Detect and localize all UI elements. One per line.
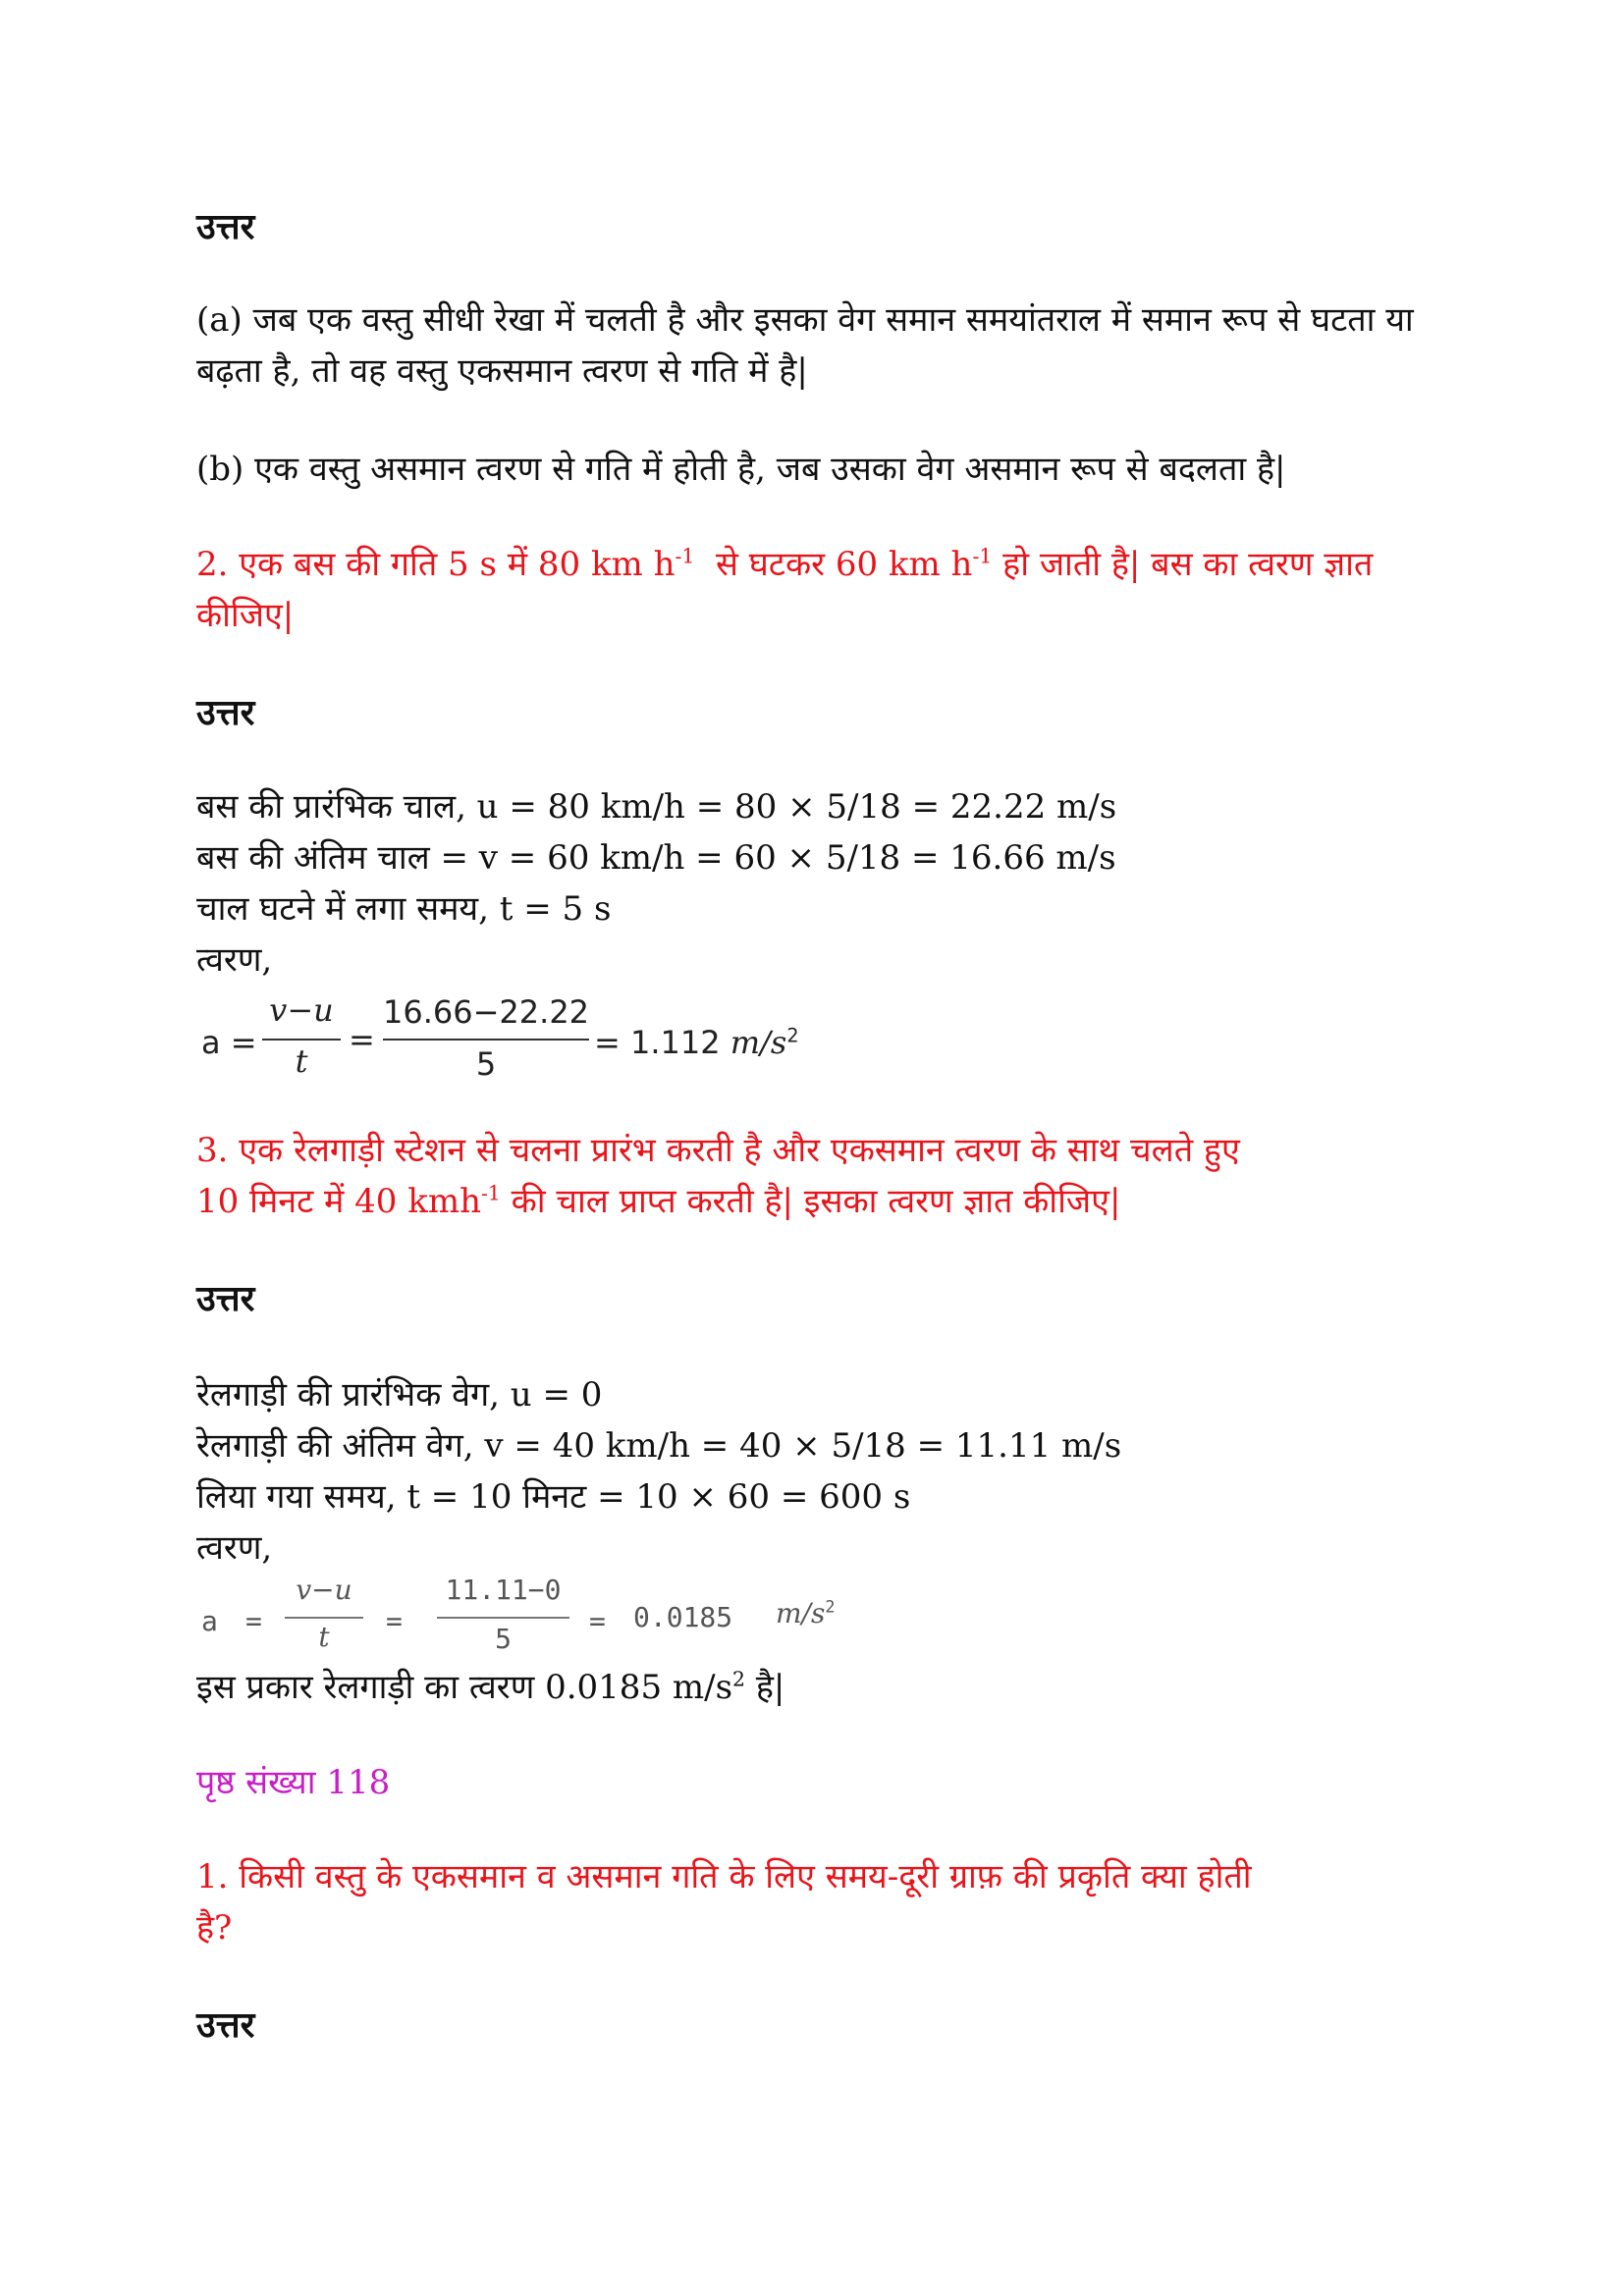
- q2-eq-num1: v−u: [269, 991, 334, 1029]
- q3-eq-equals2: =: [589, 1605, 606, 1637]
- q3-eq-rhs-value: 0.0185: [633, 1601, 733, 1633]
- q2-final-speed: बस की अंतिम चाल = v = 60 km/h = 60 × 5/18 = 16.66 m/s: [196, 838, 1116, 878]
- q3-time: लिया गया समय, t = 10 मिनट = 10 × 60 = 600 s: [196, 1477, 911, 1517]
- q2-eq-rhs-sup: 2: [786, 1024, 799, 1047]
- q3-eq-rhs-unit-wrap: [776, 1597, 835, 1629]
- q3-eq-equals0: =: [245, 1605, 262, 1637]
- question-2-sup1: -1: [675, 544, 695, 568]
- q3-eq-lhs: a: [201, 1605, 218, 1637]
- answer-part-b: (b) एक वस्तु असमान त्वरण से गति में होती है, जब उसका वेग असमान रूप से बदलता है|: [196, 450, 1286, 489]
- question-2: [196, 539, 1443, 641]
- question-3-sup: -1: [480, 1181, 501, 1205]
- answer-part-a: (a) जब एक वस्तु सीधी रेखा में चलती है और इसका वेग समान समयांतराल में समान रूप से घटता या बढ़ता है, तो वह वस्तु एकसमान त्वरण से गति में है|: [196, 300, 1414, 391]
- q2-eq-equals1: =: [349, 1021, 375, 1058]
- question-2-line1-mid: से घटकर 60 km h: [694, 545, 973, 584]
- question-3: [196, 1125, 1443, 1227]
- question-2-line1-pre: 2. एक बस की गति 5 s में 80 km h: [196, 545, 676, 584]
- q2-eq-rhs: [594, 1024, 799, 1061]
- q3-eq-rhs-unit: m/s: [776, 1597, 826, 1629]
- question-3-line2-post: की चाल प्राप्त करती है| इसका त्वरण ज्ञात कीजिए|: [500, 1182, 1121, 1221]
- question-2-line1-post: हो जाती है| बस का त्वरण ज्ञात: [992, 545, 1374, 584]
- q2-equation: [201, 991, 889, 1090]
- q3-equation: [201, 1574, 908, 1667]
- q2-eq-den2: 5: [475, 1045, 497, 1083]
- q3-conclusion-post: है|: [745, 1668, 785, 1707]
- question-2-line2: कीजिए|: [196, 596, 295, 635]
- question-4-line2: है?: [196, 1908, 233, 1948]
- q3-conclusion-sup: 2: [732, 1667, 746, 1691]
- answer-heading-4: उत्तर: [196, 2004, 255, 2046]
- q2-eq-rhs-unit: m/s: [730, 1024, 787, 1061]
- page-number-heading: पृष्ठ संख्या 118: [196, 1763, 391, 1802]
- q2-initial-speed: बस की प्रारंभिक चाल, u = 80 km/h = 80 × 5/18 = 22.22 m/s: [196, 787, 1117, 827]
- q3-eq-den1: t: [318, 1621, 330, 1653]
- q3-eq-rhs-sup: 2: [825, 1596, 836, 1617]
- q3-eq-num1: v−u: [296, 1574, 352, 1606]
- q3-eq-den2: 5: [495, 1623, 512, 1655]
- q2-eq-rhs-value: = 1.112: [594, 1024, 730, 1061]
- answer-heading-2: उत्तर: [196, 692, 255, 733]
- q3-acceleration-label: त्वरण,: [196, 1528, 273, 1568]
- q2-eq-num2: 16.66−22.22: [383, 993, 590, 1031]
- q2-answer-lines: [196, 781, 1443, 986]
- question-3-line2: [196, 1176, 1443, 1227]
- q3-conclusion-pre: इस प्रकार रेलगाड़ी का त्वरण 0.0185 m/s: [196, 1668, 733, 1707]
- q3-initial-velocity: रेलगाड़ी की प्रारंभिक वेग, u = 0: [196, 1375, 603, 1415]
- q2-eq-lhs: a =: [201, 1024, 257, 1061]
- question-2-sup2: -1: [972, 544, 993, 568]
- q3-final-velocity: रेलगाड़ी की अंतिम वेग, v = 40 km/h = 40 × 5/18 = 11.11 m/s: [196, 1426, 1122, 1466]
- q3-answer-lines: [196, 1369, 1443, 1574]
- question-4-line1: 1. किसी वस्तु के एकसमान व असमान गति के लिए समय-दूरी ग्राफ़ की प्रकृति क्या होती: [196, 1857, 1252, 1896]
- question-3-line1: 3. एक रेलगाड़ी स्टेशन से चलना प्रारंभ करती है और एकसमान त्वरण के साथ चलते हुए: [196, 1131, 1240, 1170]
- q3-eq-equals1: =: [386, 1605, 403, 1637]
- question-4: [196, 1851, 1443, 1953]
- question-3-line2-pre: 10 मिनट में 40 kmh: [196, 1182, 481, 1221]
- answer-heading: उत्तर: [196, 206, 255, 247]
- q2-time: चाल घटने में लगा समय, t = 5 s: [196, 889, 612, 929]
- q3-eq-num2: 11.11−0: [445, 1574, 562, 1606]
- q2-eq-den1: t: [295, 1042, 308, 1080]
- q2-acceleration-label: त्वरण,: [196, 940, 273, 980]
- q3-conclusion: [196, 1662, 1443, 1713]
- answer-heading-3: उत्तर: [196, 1278, 255, 1319]
